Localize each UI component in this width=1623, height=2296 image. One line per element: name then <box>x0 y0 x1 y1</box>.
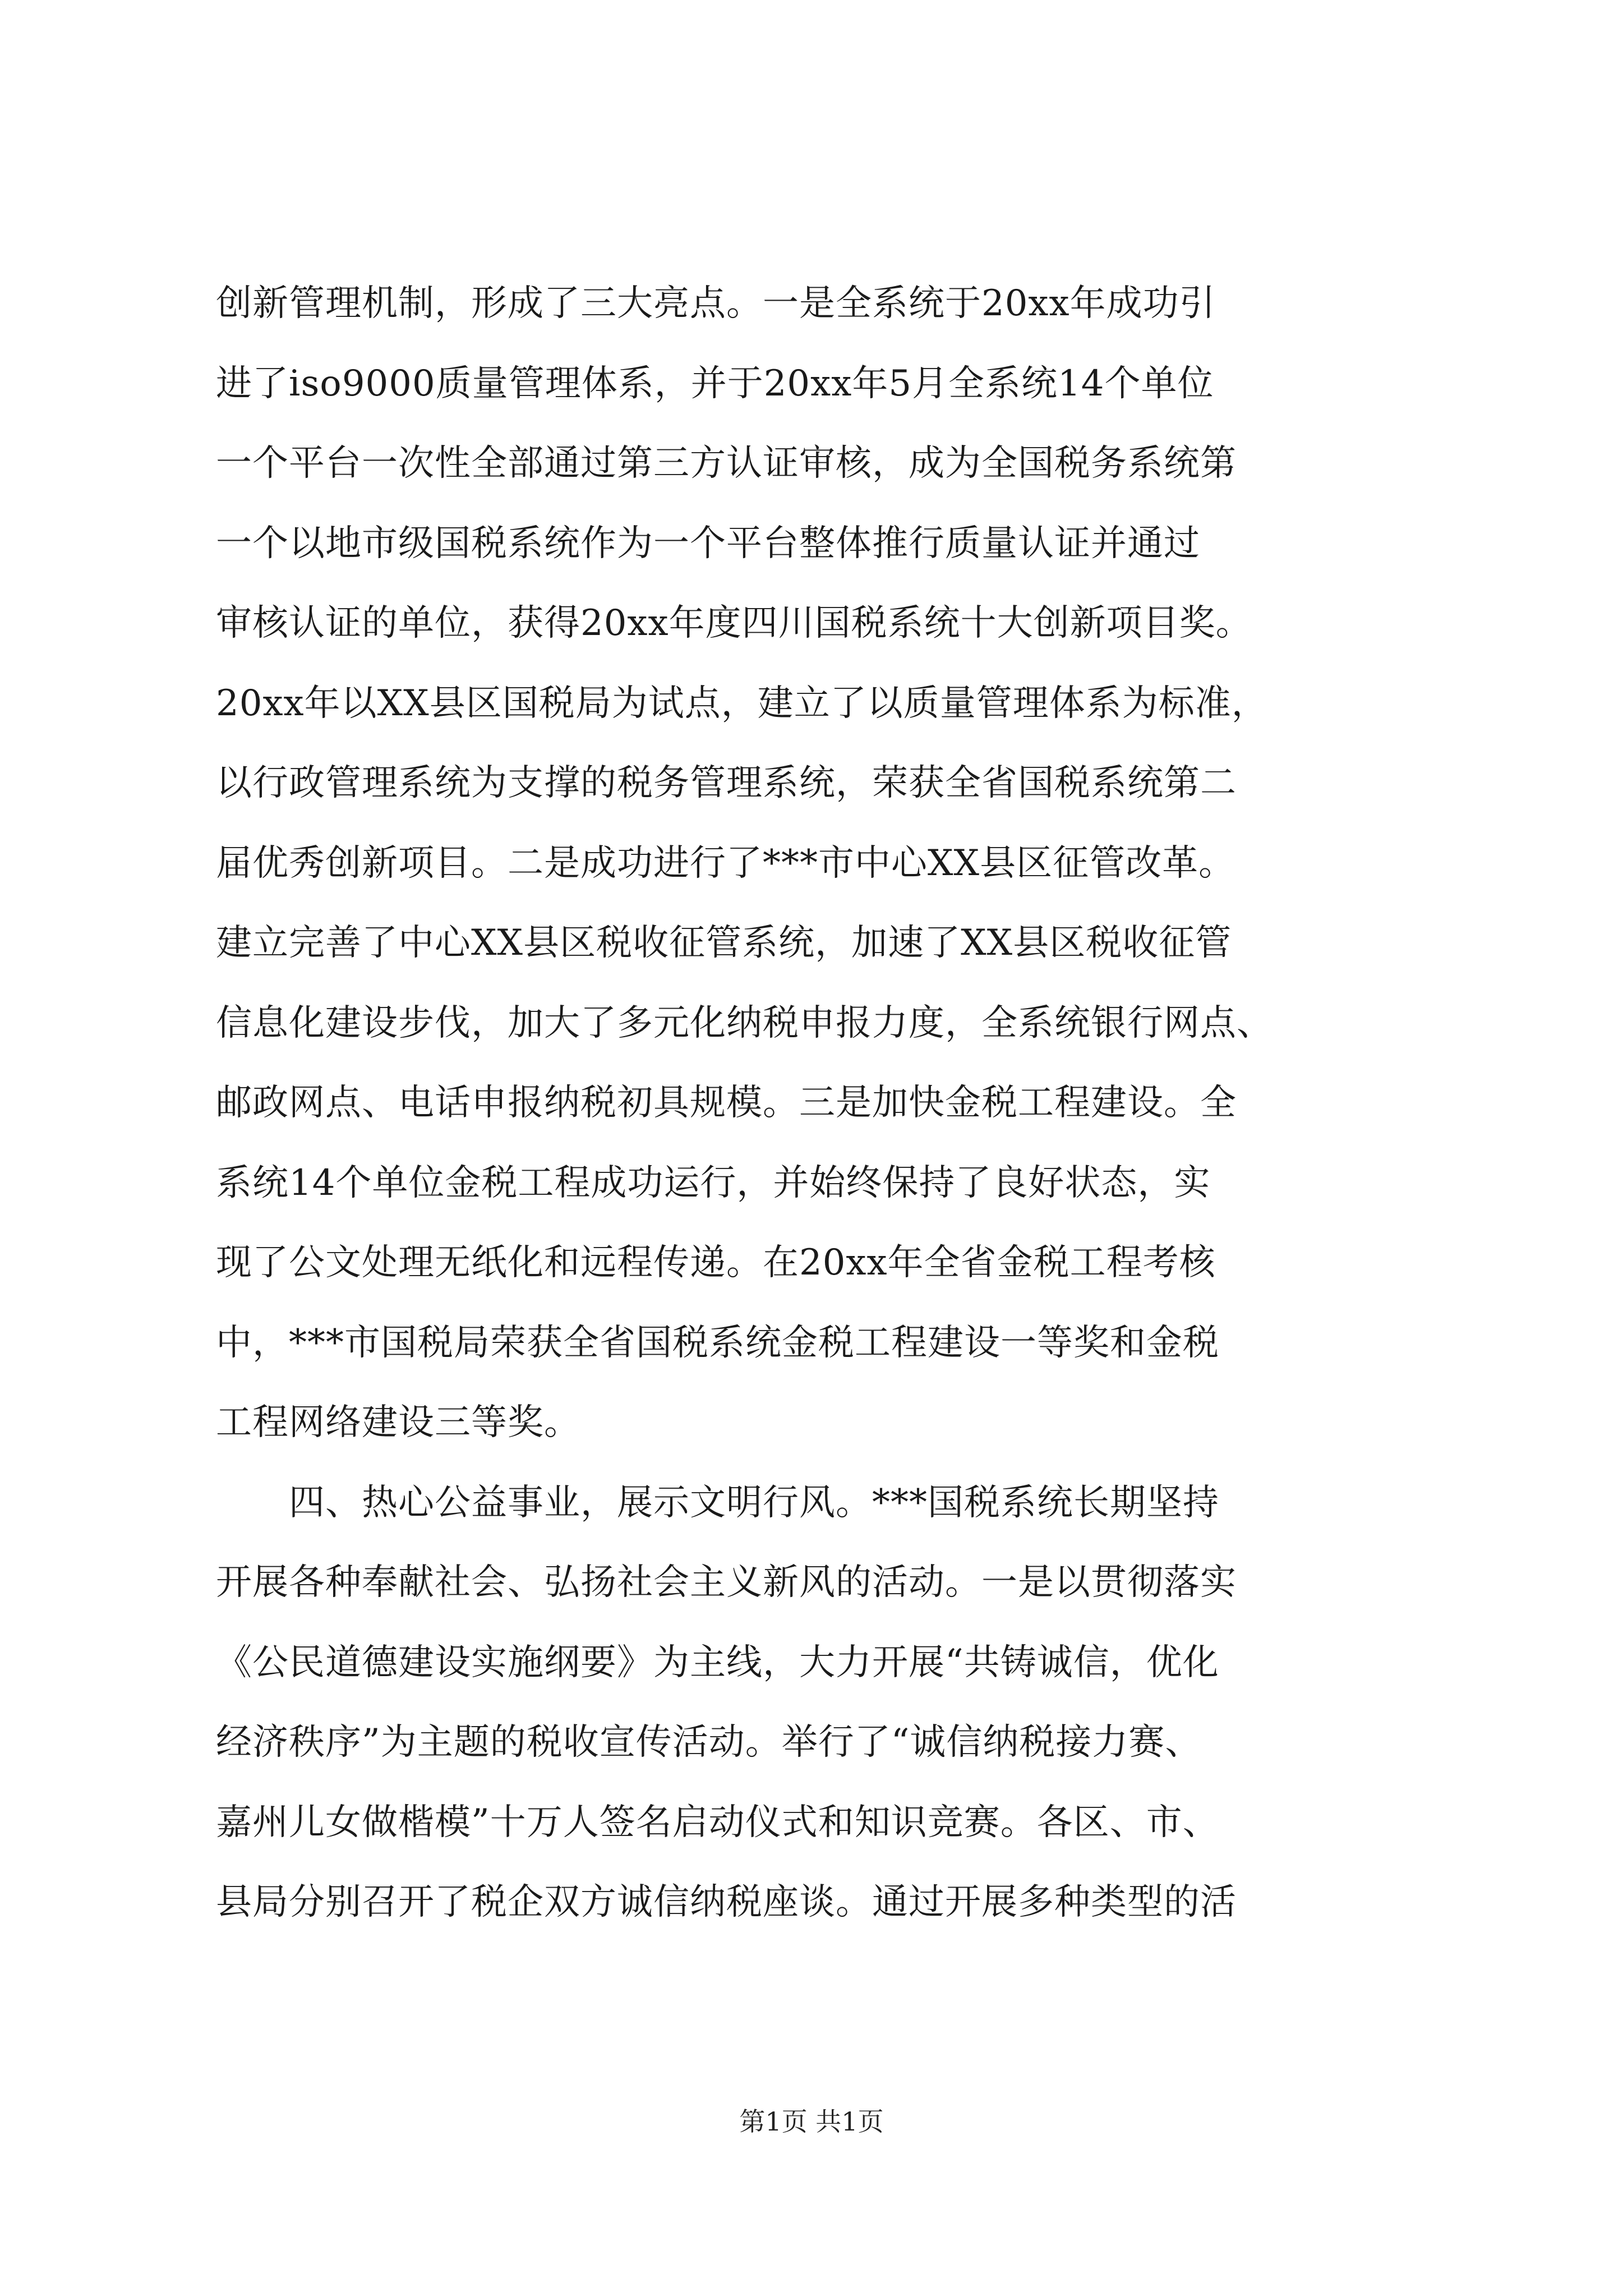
text-line: 县局分别召开了税企双方诚信纳税座谈。通过开展多种类型的活 <box>216 1881 1237 1923</box>
text-line: 届优秀创新项目。二是成功进行了***市中心XX县区征管改革。 <box>216 842 1235 884</box>
text-line: 现了公文处理无纸化和远程传递。在20xx年全省金税工程考核 <box>216 1242 1216 1283</box>
text-line: 20xx年以XX县区国税局为试点，建立了以质量管理体系为标准， <box>216 682 1268 724</box>
text-line: 邮政网点、电话申报纳税初具规模。三是加快金税工程建设。全 <box>216 1082 1237 1124</box>
text-line: 进了iso9000质量管理体系，并于20xx年5月全系统14个单位 <box>216 362 1214 404</box>
text-line: 工程网络建设三等奖。 <box>216 1402 580 1443</box>
text-line: 审核认证的单位，获得20xx年度四川国税系统十大创新项目奖。 <box>216 602 1252 644</box>
text-line: 系统14个单位金税工程成功运行，并始终保持了良好状态，实 <box>216 1162 1211 1204</box>
text-line: 建立完善了中心XX县区税收征管系统，加速了XX县区税收征管 <box>216 922 1232 964</box>
text-line: 《公民道德建设实施纲要》为主线，大力开展“共铸诚信，优化 <box>216 1641 1219 1683</box>
text-line: 嘉州儿女做楷模”十万人签名启动仪式和知识竞赛。各区、市、 <box>216 1801 1219 1843</box>
text-line: 中，***市国税局荣获全省国税系统金税工程建设一等奖和金税 <box>216 1322 1219 1364</box>
page-footer: 第1页 共1页 <box>739 2106 884 2137</box>
text-line: 一个平台一次性全部通过第三方认证审核，成为全国税务系统第 <box>216 443 1237 484</box>
text-line: 开展各种奉献社会、弘扬社会主义新风的活动。一是以贯彻落实 <box>216 1562 1237 1603</box>
text-line: 四、热心公益事业，展示文明行风。***国税系统长期坚持 <box>216 1481 1219 1524</box>
text-line: 一个以地市级国税系统作为一个平台整体推行质量认证并通过 <box>216 522 1200 564</box>
text-line: 以行政管理系统为支撑的税务管理系统，荣获全省国税系统第二 <box>216 762 1237 804</box>
text-line: 创新管理机制，形成了三大亮点。一是全系统于20xx年成功引 <box>216 283 1216 324</box>
body-text <box>216 264 1427 1943</box>
text-line: 经济秩序”为主题的税收宣传活动。举行了“诚信纳税接力赛、 <box>216 1722 1202 1763</box>
text-line: 信息化建设步伐，加大了多元化纳税申报力度，全系统银行网点、 <box>216 1002 1273 1044</box>
